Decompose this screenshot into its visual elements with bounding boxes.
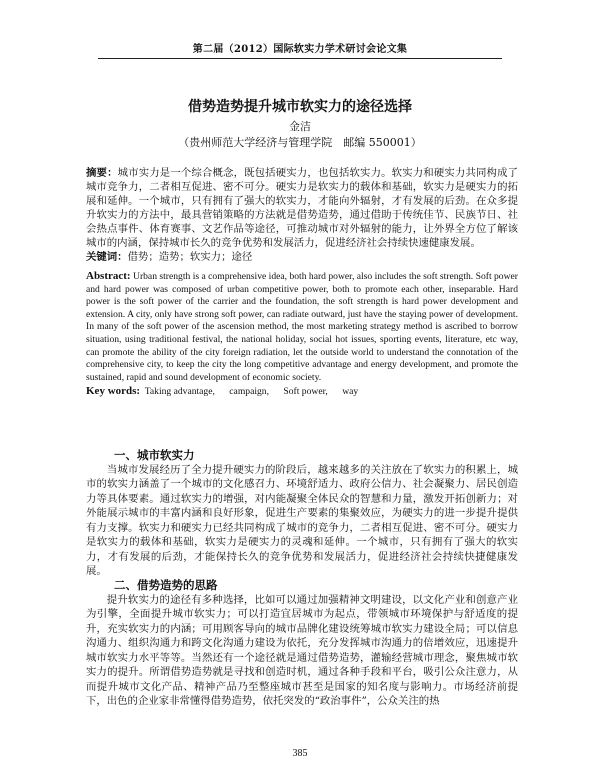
keywords-english [86,385,518,399]
running-header: 第二届（2012）国际软实力学术研讨会论文集 [98,40,502,59]
keywords-chinese-label: 关键词： [86,251,128,263]
abstract-english [86,270,518,399]
abstract-chinese [86,166,518,264]
keyword-item: Taking advantage, [144,386,215,398]
paper-title: 借势造势提升城市软实力的途径选择 [188,99,412,115]
section-paragraph: 当城市发展经历了全力提升硬实力的阶段后，越来越多的关注放在了软实力的积累上，城市的软实力涵盖了一个城市的文化感召力、环境舒适力、政府公信力、社会凝聚力、居民创造力等具体要素。通过软实力的增强，对内能凝聚全体民众的智慧和力量，激发开拓创新力；对外能展示城市的丰富内涵和良好形象，促进生产要素的集聚效应，为硬实力的进一步提升提供有力支撑。软实力和硬实力已经共同构成了城市的竞争力，二者相互促进、密不可分。硬实力是软实力的载体和基础，软实力是硬实力的灵魂和延伸。一个城市，只有拥有了强大的软实力，才有发展的后劲，才能保持长久的竞争优势和发展活力，促进经济社会持续快捷健康发展。 [86,463,518,577]
abstract-english-body [86,270,518,384]
section-strategy [86,578,518,709]
author-affiliation: （贵州师范大学经济与管理学院 邮编 550001） [178,136,422,149]
section-heading: 一、城市软实力 [114,448,195,462]
author-name: 金洁 [289,120,311,133]
keyword-item: way [342,386,359,398]
keywords-chinese-text: 借势；造势；软实力；途径 [127,251,253,263]
page-number: 385 [292,748,308,759]
abstract-chinese-body [86,166,518,250]
abstract-chinese-text: 城市实力是一个综合概念，既包括硬实力，也包括软实力。软实力和硬实力共同构成了城市竞争力，二者相互促进、密不可分。硬实力是软实力的载体和基础，软实力是硬实力的拓展和延伸。一个城市，只有拥有了强大的软实力，才能向外辐射，才有发展的后劲。在众多提升软实力的方法中，最具营销策略的方法就是借势造势，通过借助于传统佳节、民族节日、社会热点事件、体育赛事、文艺作品等途径，可推动城市对外辐射的能力，让外界全方位了解该城市的内涵，保持城市长久的竞争优势和发展活力，促进经济社会持续快速健康发展。 [86,167,519,249]
keywords-chinese [86,250,518,264]
abstract-english-label: Abstract: [86,270,131,282]
abstract-english-text: Urban strength is a comprehensive idea, both hard power, also includes the soft strength. Soft power and hard power was composed of urban competitive power, both to promote each other, inseparable. Hard power is the soft power of the carrier and the foundation, the soft strength is hard power development and extension. A city, only have strong soft power, can radiate outward, just have the staying power of development. In many of the soft power of the ascension method, the most marketing strategy method is ascribed to borrow situation, using traditional festival, the national holiday, social hot issues, sporting events, literature, etc way, can promote the ability of the city foreign radiation, let the outside world to understand the connotation of the comprehensive city, to keep the city the long competitive advantage and energy development, and promote the sustained, rapid and sound development of economic society. [86,271,518,383]
section-heading: 二、借势造势的思路 [114,578,218,592]
keywords-english-label: Key words: [86,385,141,398]
section-city-soft-power [86,448,518,579]
keyword-item: Soft power, [283,386,328,398]
abstract-chinese-label: 摘要： [86,167,118,179]
keyword-item: campaign, [229,386,269,398]
section-paragraph: 提升软实力的途径有多种选择，比如可以通过加强精神文明建设，以文化产业和创意产业为引擎，全面提升城市软实力；可以打造宜居城市为起点，带领城市环境保护与舒适度的提升，充实软实力的内涵；可用顾客导向的城市品牌化建设统筹城市软实力建设全局；可以信息沟通力、组织沟通力和跨文化沟通力建设为依托，充分发挥城市沟通力的倍增效应，迅速提升城市软实力水平等等。当然还有一个途径就是通过借势造势，灌输经营城市理念，聚焦城市软实力的提升。所谓借势造势就是寻找和创造时机，通过各种手段和平台，吸引公众注意力，从而提升城市文化产品、精神产品乃至整座城市甚至是国家的知名度与影响力。市场经济前提下，出色的企业家非常懂得借势造势，依托突发的“政治事件”，公众关注的热 [86,593,518,707]
